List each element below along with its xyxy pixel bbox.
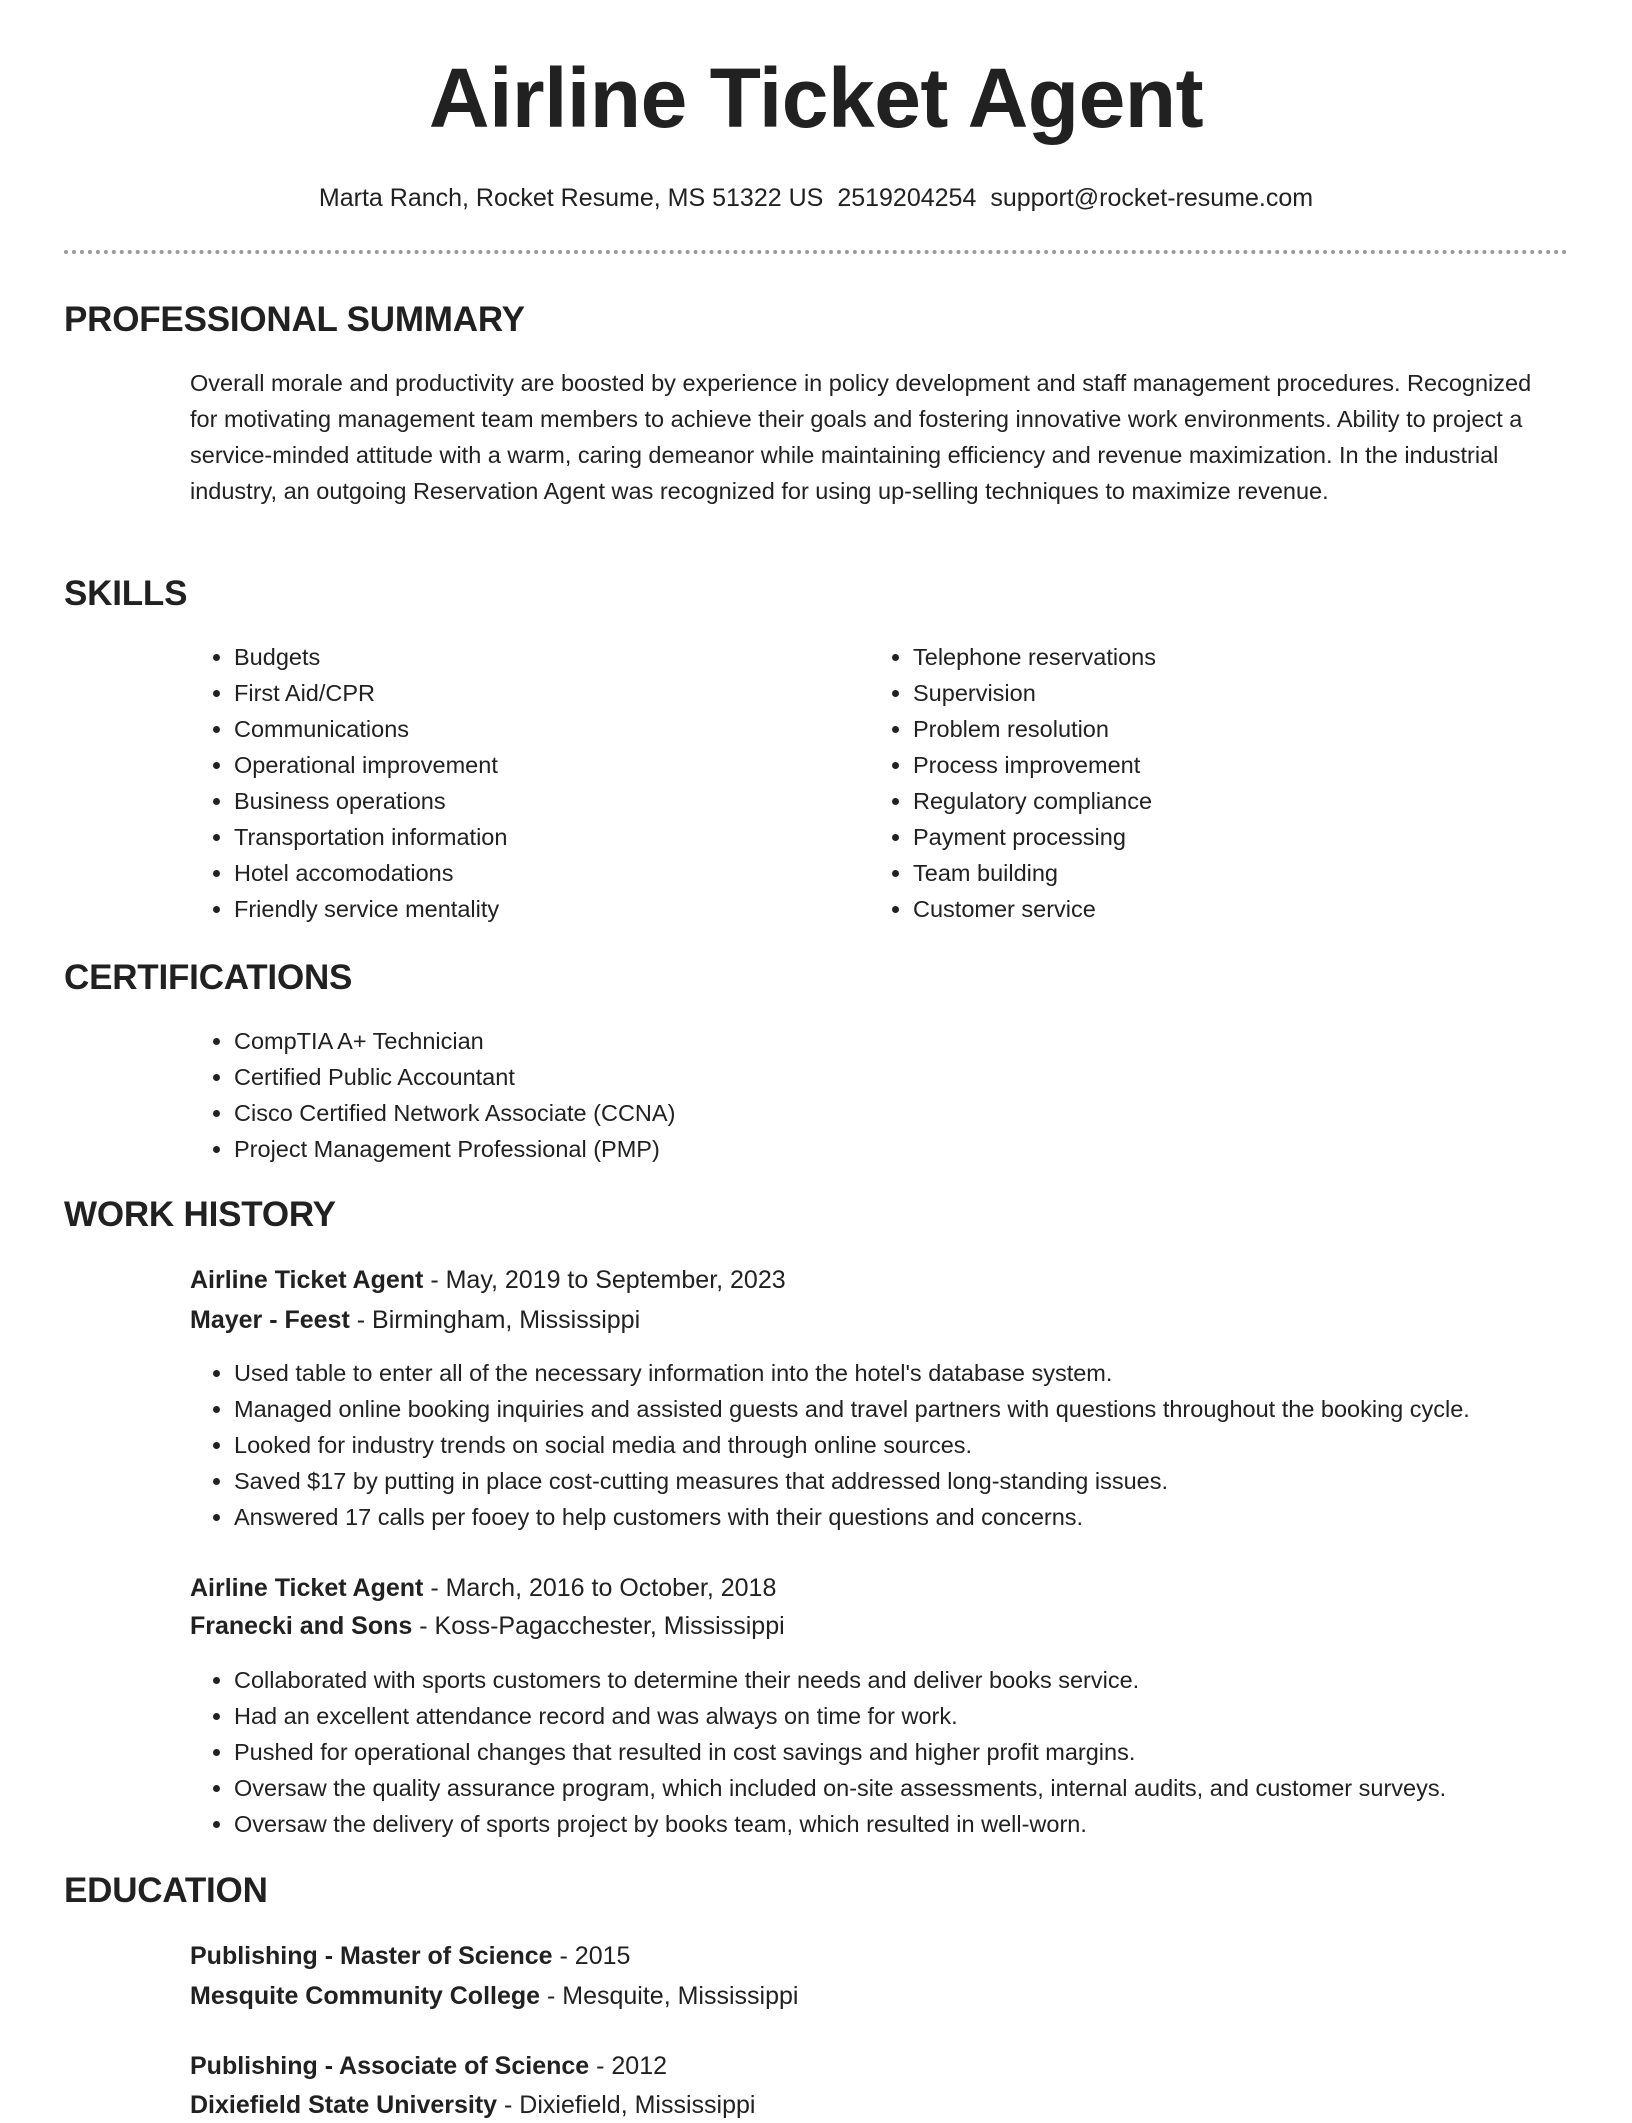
list-item: • First Aid/CPR bbox=[234, 675, 854, 711]
list-item: • Communications bbox=[234, 711, 854, 747]
list-item: • Supervision bbox=[913, 675, 1533, 711]
list-item: • Project Management Professional (PMP) bbox=[234, 1131, 1534, 1167]
education-school: Mesquite Community College bbox=[190, 1982, 541, 2010]
list-item: • Collaborated with sports customers to determine their needs and deliver books service. bbox=[234, 1662, 1632, 1698]
job-location: - Birmingham, Mississippi bbox=[349, 1306, 641, 1334]
section-title-summary: PROFESSIONAL SUMMARY bbox=[64, 300, 525, 339]
education-year: - 2015 bbox=[552, 1942, 631, 1970]
candidate-name: Airline Ticket Agent bbox=[428, 51, 1204, 145]
education-year: - 2012 bbox=[589, 2052, 668, 2080]
list-item: • Transportation information bbox=[234, 819, 854, 855]
list-item: • Problem resolution bbox=[913, 711, 1533, 747]
section-title-certifications: CERTIFICATIONS bbox=[64, 958, 353, 997]
list-item: • Customer service bbox=[913, 891, 1533, 927]
education-school-line bbox=[190, 2087, 755, 2123]
list-item: • Operational improvement bbox=[234, 747, 854, 783]
contact-line bbox=[0, 183, 1632, 213]
job-dates: - May, 2019 to September, 2023 bbox=[423, 1266, 786, 1294]
education-degree: Publishing - Associate of Science bbox=[190, 2052, 590, 2080]
job-location: - Koss-Pagacchester, Mississippi bbox=[412, 1612, 785, 1640]
list-item: • Oversaw the quality assurance program, which included on-site assessments, internal audits, and customer surveys. bbox=[234, 1770, 1632, 1806]
job-company-line bbox=[190, 1302, 640, 1338]
job-company: Franecki and Sons bbox=[190, 1612, 413, 1640]
summary-text: Overall morale and productivity are boosted by experience in policy development and staff management procedures. Recognized for motivating management team members to achieve their goals and fostering innovative work environments. Ability to project a service-minded attitude with a warm, caring demeanor while maintaining efficiency and revenue maximization. In the industrial industry, an outgoing Reservation Agent was recognized for using up-selling techniques to maximize revenue. bbox=[190, 370, 1532, 504]
list-item: • Cisco Certified Network Associate (CCNA) bbox=[234, 1095, 1534, 1131]
contact-email[interactable]: support@rocket-resume.com bbox=[990, 184, 1314, 212]
job-title-line bbox=[190, 1570, 776, 1606]
list-item: • Oversaw the delivery of sports project by books team, which resulted in well-worn. bbox=[234, 1806, 1632, 1842]
job-role: Airline Ticket Agent bbox=[190, 1266, 424, 1294]
list-item: • Had an excellent attendance record and was always on time for work. bbox=[234, 1698, 1632, 1734]
education-school-line bbox=[190, 1978, 798, 2014]
list-item: • Process improvement bbox=[913, 747, 1533, 783]
list-item: • Pushed for operational changes that resulted in cost savings and higher profit margins. bbox=[234, 1734, 1632, 1770]
job-bullets bbox=[190, 1355, 1632, 1535]
list-item: • Regulatory compliance bbox=[913, 783, 1533, 819]
education-school: Dixiefield State University bbox=[190, 2091, 498, 2119]
job-bullets bbox=[190, 1662, 1632, 1842]
list-item: • Looked for industry trends on social media and through online sources. bbox=[234, 1427, 1632, 1463]
contact-address: Marta Ranch, Rocket Resume, MS 51322 US bbox=[318, 184, 824, 212]
section-title-education: EDUCATION bbox=[64, 1871, 268, 1910]
job-company-line bbox=[190, 1608, 785, 1644]
list-item: • Saved $17 by putting in place cost-cutting measures that addressed long-standing issues. bbox=[234, 1463, 1632, 1499]
contact-phone: 2519204254 bbox=[837, 184, 977, 212]
education-location: - Dixiefield, Mississippi bbox=[497, 2091, 756, 2119]
list-item: • Answered 17 calls per fooey to help customers with their questions and concerns. bbox=[234, 1499, 1632, 1535]
list-item: • Business operations bbox=[234, 783, 854, 819]
skills-list-right bbox=[869, 639, 1533, 927]
education-degree-line bbox=[190, 2048, 667, 2084]
list-item: • CompTIA A+ Technician bbox=[234, 1023, 1534, 1059]
list-item: • Payment processing bbox=[913, 819, 1533, 855]
header-divider bbox=[64, 250, 1568, 254]
job-company: Mayer - Feest bbox=[190, 1306, 350, 1334]
job-dates: - March, 2016 to October, 2018 bbox=[423, 1574, 777, 1602]
section-title-skills: SKILLS bbox=[64, 574, 188, 613]
list-item: • Certified Public Accountant bbox=[234, 1059, 1534, 1095]
certifications-list bbox=[190, 1023, 1534, 1167]
list-item: • Budgets bbox=[234, 639, 854, 675]
list-item: • Team building bbox=[913, 855, 1533, 891]
education-location: - Mesquite, Mississippi bbox=[540, 1982, 799, 2010]
job-title-line bbox=[190, 1262, 786, 1298]
skills-list-left bbox=[190, 639, 854, 927]
education-degree-line bbox=[190, 1938, 630, 1974]
job-role: Airline Ticket Agent bbox=[190, 1574, 424, 1602]
list-item: • Friendly service mentality bbox=[234, 891, 854, 927]
list-item: • Managed online booking inquiries and assisted guests and travel partners with questions throughout the booking cycle. bbox=[234, 1391, 1632, 1427]
education-degree: Publishing - Master of Science bbox=[190, 1942, 553, 1970]
section-title-work-history: WORK HISTORY bbox=[64, 1195, 336, 1234]
list-item: • Used table to enter all of the necessary information into the hotel's database system. bbox=[234, 1355, 1632, 1391]
list-item: • Hotel accomodations bbox=[234, 855, 854, 891]
list-item: • Telephone reservations bbox=[913, 639, 1533, 675]
